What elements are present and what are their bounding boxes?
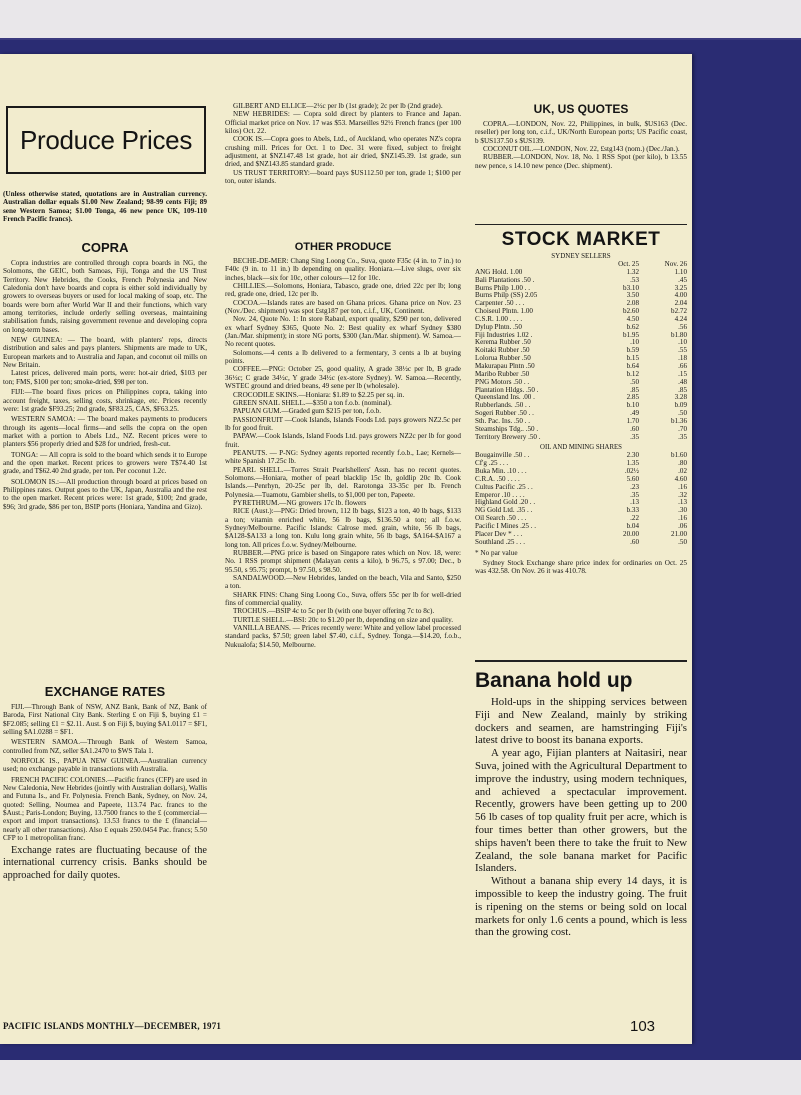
copra-new-hebrides: NEW HEBRIDES: — Copra sold direct by planters to France and Japan. Official market price on Nov. 17 was $53. Marseilles 92½ French francs (per 100 kilos) Oct. 22. [225,110,461,136]
copra-new-guinea: NEW GUINEA: — The board, with planters' reps, directs distribution and sales and pays planters. Shipments are made to UK, European markets and to Australia and Japan, and coconut oil mills on New Britain. [3,336,207,370]
page-number: 103 [630,1018,656,1035]
uk-rubber: RUBBER.—LONDON, Nov. 18, No. 1 RSS Spot (per kilo), b 13.55 new pence, s 14.10 new pence (Dec. shipment). [475,153,687,170]
copra-us-trust: US TRUST TERRITORY:—board pays $US112.50 per ton, grade 1; $100 per ton, outer islands. [225,168,461,186]
cocoa-quotes: Nov. 24, Quote No. 1: In store Rabaul, export quality, $290 per ton, delivered ex wharf Sydney $365, Quote No. 2: Best quality ex wharf Sydney $380 (Jan./Mar. shipment); in store NG ports, $300 (Jan./Mar. shipment). W. Samoa.—No recent quotes. [225,315,461,349]
stock-name: Kerema Rubber .50 [475,338,531,347]
pearl-shell: PEARL SHELL.—Torres Strait Pearlshellers' Assn. has no recent quotes. Solomons.—Honiara, mother of pearl blacklip 15c lb, goldlip 20c lb. Cook Islands.—Penrhyn, 20-25c per lb, del. Rarotonga 33-35c per lb. French Polynesia.—Tuamotu, Gambier shells, to $1,000 per ton, Papeete. [225,465,461,499]
stock-oct-value: b.59 [626,346,639,355]
exchange-french-pacific: FRENCH PACIFIC COLONIES.—Pacific francs (CFP) are used in New Caledonia, New Hebrides (jointly with Australian dollars), Wallis and Futuna Is., and Fr. Polynesia. French Bank, Sydney, on Nov. 24, quoted: Selling, Noumea and Papeete, 113.74 Pac. francs to the $Aust.; Paris-London; Buying, 13.7500 francs to the £ (commercial—export and import transactions). 13.53 francs to the £ (financial—nearly all other transactions). Also £ equals 250.0454 Pac. francs; 5.50 CFP to 1 metropolitan franc. [3,775,207,843]
stock-name: Carpenter .50 . . . [475,299,525,308]
stock-name: Rubberlands. .50 . . [475,401,531,410]
stock-col-oct: Oct. 25 [618,260,639,268]
exchange-norfolk-png: NORFOLK IS., PAPUA NEW GUINEA.—Australian currency used; no exchange payable in transactions with Australia. [3,757,207,774]
other-produce-section [225,240,461,649]
copra-section [3,240,207,511]
stock-nov-value: b.09 [674,401,687,410]
vanilla-beans: VANILLA BEANS. — Prices recently were: White and yellow label processed standard packs, $7.50; green label $7.40, c.i.f., Sydney. Tonga.—$14.20, f.o.b., Nukualofa; $14.50, Melbourne. [225,624,461,649]
cocoa: COCOA.—Islands rates are based on Ghana prices. Ghana price on Nov. 23 (Nov./Dec. shipment) was spot £stg187 per ton, c.i.f., UK, Continent. [225,298,461,316]
copra-new-guinea-prices: Latest prices, delivered main ports, were: hot-air dried, $103 per ton; FMS, $100 per ton; smoke-dried, $98 per ton. [3,369,207,386]
produce-prices-title: Produce Prices [6,106,206,174]
coffee: COFFEE.—PNG: October 25, good quality, A grade 38½c per lb, B grade 36½c; C grade 34½c, Y grade 34½c (ex-store Sydney). W. Samoa.—Recently, WSTEC ground and dried beans, 49 sene per lb (wholesale). [225,365,461,391]
beche-de-mer: BECHE-DE-MER: Chang Sing Loong Co., Suva, quote F35c (4 in. to 7 in.) to F40c (9 in. to 11 in.) lb depending on quality. Honiara.—Live slugs, over six inches, black—six for 10c, other colours—12 for 10c. [225,257,461,282]
oil-share-oct-value: .02½ [624,467,639,476]
oil-share-oct-value: 5.60 [626,474,639,483]
stock-oct-value: .10 [630,338,639,347]
stock-nov-value: .70 [678,424,687,433]
exchange-fiji: FIJI.—Through Bank of NSW, ANZ Bank, Bank of NZ, Bank of Baroda, First National City Bank. Sterling £ on Fiji $, buying £1 = $F2.085; selling £1 = $2.11. Aust. $ on Fiji $, buying $A1.0117 = $F1, selling $A1.0288 = $F1. [3,703,207,737]
stock-name: C.S.R. 1.00 . . . . [475,314,523,323]
rubber: RUBBER.—PNG price is based on Singapore rates which on Nov. 18, were: No. 1 RSS prompt shipment (Malayan cents a kilo), b 96.75, s 97.00; Dec., b 95.50, s 95.75; prompt, b 97.50, s 98.50. [225,549,461,574]
stock-name: Sogeri Rubber .50 . . [475,409,534,418]
stock-row [475,434,687,442]
no-par-note: * No par value [475,548,518,557]
stock-nov-value: 4.24 [674,314,687,323]
stock-oct-value: .49 [630,409,639,418]
stock-nov-value: b1.80 [671,330,687,339]
stock-nov-value: 2.04 [674,299,687,308]
oil-share-nov-value: .30 [678,506,687,515]
exchange-closing-note: Exchange rates are fluctuating because of the international currency crisis. Banks should be approached for daily quotes. [3,844,207,881]
stock-oct-value: .53 [630,275,639,284]
stock-name: Territory Brewery .50 . [475,432,541,441]
oil-share-name: Placer Dev * . . . [475,529,523,538]
oil-share-nov-value: .50 [678,537,687,546]
stock-oct-value: 2.08 [626,299,639,308]
stock-nov-value: 3.25 [674,283,687,292]
oil-share-nov-value: .80 [678,459,687,468]
oil-share-name: Bougainville .50 . . [475,451,530,460]
copra-western-samoa: WESTERN SAMOA: — The board makes payments to producers through its agents—local firms—and sells the copra on the open market with a portion to Abels Ltd., NZ. Recent prices were to planters $56 properly dried and $28 for undried, fresh-cut. [3,415,207,449]
copra-heading: COPRA [81,240,129,255]
papuan-gum: PAPUAN GUM.—Graded gum $215 per ton, f.o.b. [233,407,382,416]
oil-share-name: Oil Search .50 . . . [475,514,527,523]
rice: RICE (Aust.):—PNG: Dried brown, 112 lb bags, $123 a ton, 40 lb bags, $133 a ton; vitamin enriched white, 56 lb bags, $136.50 a ton; all f.o.w. Sydney/Melbourne. Pacific Islands: Calrose med. grain, white, 56 lb bags, $A128-$A133 a long ton. Kulu long grain white, 56 lb bags, $A164-$A167 a long ton. All prices f.o.w. Sydney/Melbourne. [225,507,461,549]
exchange-section [3,684,207,882]
oil-share-oct-value: .22 [630,514,639,523]
stock-name: Burns Philp 1.00 . . [475,283,530,292]
oil-share-name: Cf'g .25 . . . [475,459,509,468]
green-snail-shell: GREEN SNAIL SHELL.—$350 a ton f.o.b. (nominal). [233,398,392,407]
uk-us-heading: UK, US QUOTES [533,102,629,116]
oil-mining-heading: OIL AND MINING SHARES [540,444,622,452]
banana-headline: Banana hold up [475,669,633,692]
chillies: CHILLIES.—Solomons, Honiara, Tabasco, grade one, dried 22c per lb; long red, grade one, dried, 12c per lb. [225,282,461,299]
stock-nov-value: b2.72 [671,307,687,316]
oil-share-row [475,539,687,547]
stock-name: Bali Plantations .50 . [475,275,535,284]
copra-fiji: FIJI:—The board fixes prices on Philippines copra, taking into account freight, taxes, selling costs, shrinkage, etc. Prices recently were: 1st grade $F93.25; 2nd grade, $F83.25, CAS, $F63.25. [3,388,207,413]
oil-share-name: C.R.A. .50 . . . . [475,474,520,483]
banana-paragraph-3: Without a banana ship every 14 days, it is impossible to keep the industry going. The fruit is ripening on the stems or being sold on local markets for only 1.6 cents a pound, which is less than the growing cost. [475,875,687,939]
stock-nov-value: .55 [678,346,687,355]
stock-oct-value: 1.32 [626,267,639,276]
copra-cook-islands: COOK IS.—Copra goes to Abels, Ltd., of Auckland, who operates NZ's copra crushing mill. Prices for Oct. 1 to Dec. 31 were fixed, subject to freight adjustment, at $NZ147.48 1st grade, hot air dried, $NZ145.39. 1st grade, sun dried, and $NZ143.85 standard grade. [225,135,461,169]
oil-share-name: Pacific I Mines .25 . . [475,522,537,530]
papaw: PAPAW.—Cook Islands, Island Foods Ltd. pays growers NZ2c per lb for good fruit. [225,432,461,449]
banana-article [475,656,687,939]
passionfruit: PASSIONFRUIT —Cook Islands, Islands Foods Ltd. pays growers NZ2.5c per lb for good fruit. [225,415,462,432]
oil-share-name: Emperor .10 . . . . [475,490,525,499]
stock-nov-value: 4.00 [674,291,687,300]
exchange-western-samoa: WESTERN SAMOA.—Through Bank of Western Samoa, controlled from NZ, seller $A1.2470 to $WS Tala 1. [3,738,207,755]
stock-index-note: Sydney Stock Exchange share price index for ordinaries on Oct. 25 was 432.58. On Nov. 26 it was 410.78. [475,558,687,576]
uk-us-quotes-section [475,102,687,170]
stock-oct-value: b1.95 [623,330,639,339]
oil-share-name: NG Gold Ltd. .35 . . [475,506,533,515]
oil-share-oct-value: .13 [630,498,639,507]
stock-col-nov: Nov. 26 [664,260,687,268]
stock-nov-value: .35 [678,432,687,441]
oil-share-nov-value: .16 [678,514,687,523]
oil-mining-table [475,452,687,546]
stock-nov-value: .50 [678,409,687,418]
uk-coconut-oil: COCONUT OIL.—LONDON, Nov. 22, £stg143 (nom.) (Dec./Jan.). [483,145,680,154]
stock-market-section [475,220,687,576]
oil-share-oct-value: .35 [630,490,639,499]
pyrethrum: PYRETHRUM.—NG growers 17c lb. flowers [233,498,367,507]
oil-share-nov-value: .06 [678,522,687,530]
copra-intro: Copra industries are controlled through copra boards in NG, the Solomons, the GEIC, both Samoas, Fiji, Tonga and the US Trust Territory. New Hebrides, the Cooks, French Polynesia and New Caledonia don't have boards and copra is either sold individually by growers to overseas buyers or used for local making of soap, etc. The boards were born after World War II and their functions, which vary among territories, include orderly selling overseas, maintaining stabilisation funds, raising government revenue and developing copra on long-term bases. [3,259,207,334]
stock-subheading: SYDNEY SELLERS [551,252,611,260]
stock-name: Choiseul Plntn. 1.00 [475,307,533,316]
stock-oct-value: b.12 [626,369,639,378]
stock-nov-value: b1.36 [671,416,687,425]
trochus: TROCHUS.—BSIP 4c to 5c per lb (with one buyer offering 7c to 8c). [233,607,435,616]
stock-oct-value: b2.60 [623,307,639,316]
cocoa-solomons: Solomons.—4 cents a lb delivered to a fermentary, 3 cents a lb at buying points. [225,348,461,366]
stock-name: ANG Hold. 1.00 [475,267,523,276]
stock-oct-value: 2.85 [626,393,639,402]
oil-share-oct-value: .23 [630,482,639,491]
stock-oct-value: b.15 [626,354,639,363]
oil-share-nov-value: b1.60 [671,451,687,460]
stock-nov-value: 3.28 [674,393,687,402]
oil-share-name: Southland .25 . . . [475,537,526,546]
stock-nov-value: .10 [678,338,687,347]
stock-nov-value: .56 [678,322,687,331]
stock-oct-value: .60 [630,424,639,433]
oil-share-nov-value: .32 [678,490,687,499]
oil-share-oct-value: b.33 [626,506,639,515]
stock-name: Fiji Industries 1.02 . [475,330,533,339]
stock-name: Makurapau Plntn .50 [475,361,535,370]
stock-name: Sth. Pac. Ins. .50 . . [475,416,530,425]
copra-solomon: SOLOMON IS.:—All production through board at prices based on Philippines rates. Output goes to the UK, Japan, Australia and the rest to the open market. Recent prices were: 1st grade, $100; 2nd grade, $96; 3rd grade, $86 per ton, BSIP ports (Honiara, Yandina and Gizo). [3,477,207,511]
oil-share-nov-value: .16 [678,482,687,491]
stock-oct-value: b3.10 [623,283,639,292]
oil-share-nov-value: 4.60 [674,474,687,483]
footer-magazine-title: PACIFIC ISLANDS MONTHLY—DECEMBER, 1971 [3,1021,222,1031]
stock-nov-value: .18 [678,354,687,363]
oil-share-nov-value: .13 [678,498,687,507]
stock-name: Queensland Ins. .00 . [475,393,535,402]
sandalwood: SANDALWOOD.—New Hebrides, landed on the beach, Vila and Santo, $250 a ton. [225,574,461,591]
stock-name: Steamships Tdg.. .50 . [475,424,539,433]
stock-nov-value: .15 [678,369,687,378]
stock-top-rule [475,224,687,225]
stock-oct-value: 1.70 [626,416,639,425]
stock-name: PNG Motors .50 . . [475,377,530,386]
oil-share-oct-value: 20.00 [623,529,639,538]
stock-oct-value: b.62 [626,322,639,331]
magazine-page [0,54,692,1044]
oil-share-oct-value: b.04 [626,522,639,530]
shark-fins: SHARK FINS: Chang Sing Loong Co., Suva, offers 55c per lb for well-dried fins of commercial quality. [225,590,461,608]
stock-nov-value: .85 [678,385,687,394]
other-produce-heading: OTHER PRODUCE [294,241,392,253]
stock-oct-value: b.64 [626,361,639,370]
copra-tonga: TONGA: — All copra is sold to the board which sends it to Europe and the open market. Recent prices to growers were T$74.40 1st grade, and T$62.40 2nd grade, per ton. Per coconut 1.2c. [3,450,207,476]
stock-nov-value: 1.10 [674,267,687,276]
stock-name: Lolorua Rubber .50 [475,354,531,363]
copra-gilbert-ellice: GILBERT AND ELLICE—2½c per lb (1st grade); 2c per lb (2nd grade). [233,102,443,110]
stock-nov-value: .66 [678,361,687,370]
stock-name: Koitaki Rubber .50 [475,346,530,355]
uk-copra: COPRA.—LONDON, Nov. 22, Philippines, in bulk, $US163 (Dec. reseller) per long ton, c.i.f., UK/North European ports; US Pacific coast, b $US137.50 s $US139. [475,120,687,145]
oil-share-name: Highland Gold .20 . . [475,498,536,507]
peanuts: PEANUTS. — P-NG: Sydney agents reported recently f.o.b., Lae; Kernels—white Spanish 17.25c lb. [225,448,461,466]
exchange-heading: EXCHANGE RATES [44,684,166,699]
banana-paragraph-1: Hold-ups in the shipping services between Fiji and New Zealand, mainly by striking dockers and seamen, are hamstringing Fiji's latest drive to boost its banana exports. [475,696,687,747]
stock-oct-value: .50 [630,377,639,386]
oil-share-name: Cultus Pacific .25 . . [475,482,533,491]
oil-share-oct-value: .60 [630,537,639,546]
stock-name: Plantation Hldgs. .50 . [475,385,539,394]
stock-name: Maribo Rubber .50 [475,369,530,378]
oil-share-oct-value: 2.30 [626,451,639,460]
stock-oct-value: b.10 [626,401,639,410]
stock-nov-value: .48 [678,377,687,386]
stock-nov-value: .45 [678,275,687,284]
oil-share-nov-value: .02 [678,467,687,476]
stock-oct-value: 4.50 [626,314,639,323]
oil-share-name: Buka Min. .10 . . . [475,467,527,476]
copra-continued [225,102,461,185]
stock-table [475,261,687,441]
oil-share-nov-value: 21.00 [671,529,687,538]
banana-top-rule [475,660,687,662]
stock-oct-value: .35 [630,432,639,441]
stock-market-heading: STOCK MARKET [501,229,661,250]
oil-share-oct-value: 1.35 [626,459,639,468]
currency-note: (Unless otherwise stated, quotations are in Australian currency. Australian dollar equals $1.00 New Zealand; 98-99 cents Fiji; 89 sene Western Samoa; $1.00 Tonga, 46 new pence UK, 109-110 French Pacific francs). [3,190,207,224]
stock-name: Burns Philp (SS) 2.05 [475,291,538,300]
stock-oct-value: .85 [630,385,639,394]
crocodile-skins: CROCODILE SKINS.—Honiara: $1.89 to $2.25 per sq. in. [233,390,405,399]
turtle-shell: TURTLE SHELL.—BSI: 20c to $1.20 per lb, depending on size and quality. [233,615,454,624]
stock-name: Dylup Plntn. .50 [475,322,522,331]
stock-oct-value: 3.50 [626,291,639,300]
banana-paragraph-2: A year ago, Fijian planters at Naitasiri, near Suva, joined with the Agricultural Department to improve the industry, using modern techniques, and achieved a spectacular improvement. Recently, growers have been getting up to 200 56 lb cases of top quality fruit per acre, which is four times better than other growers, but the ships haven't been there to take the fruit to New Zealand, the sole banana market for Pacific Islanders. [475,747,687,875]
